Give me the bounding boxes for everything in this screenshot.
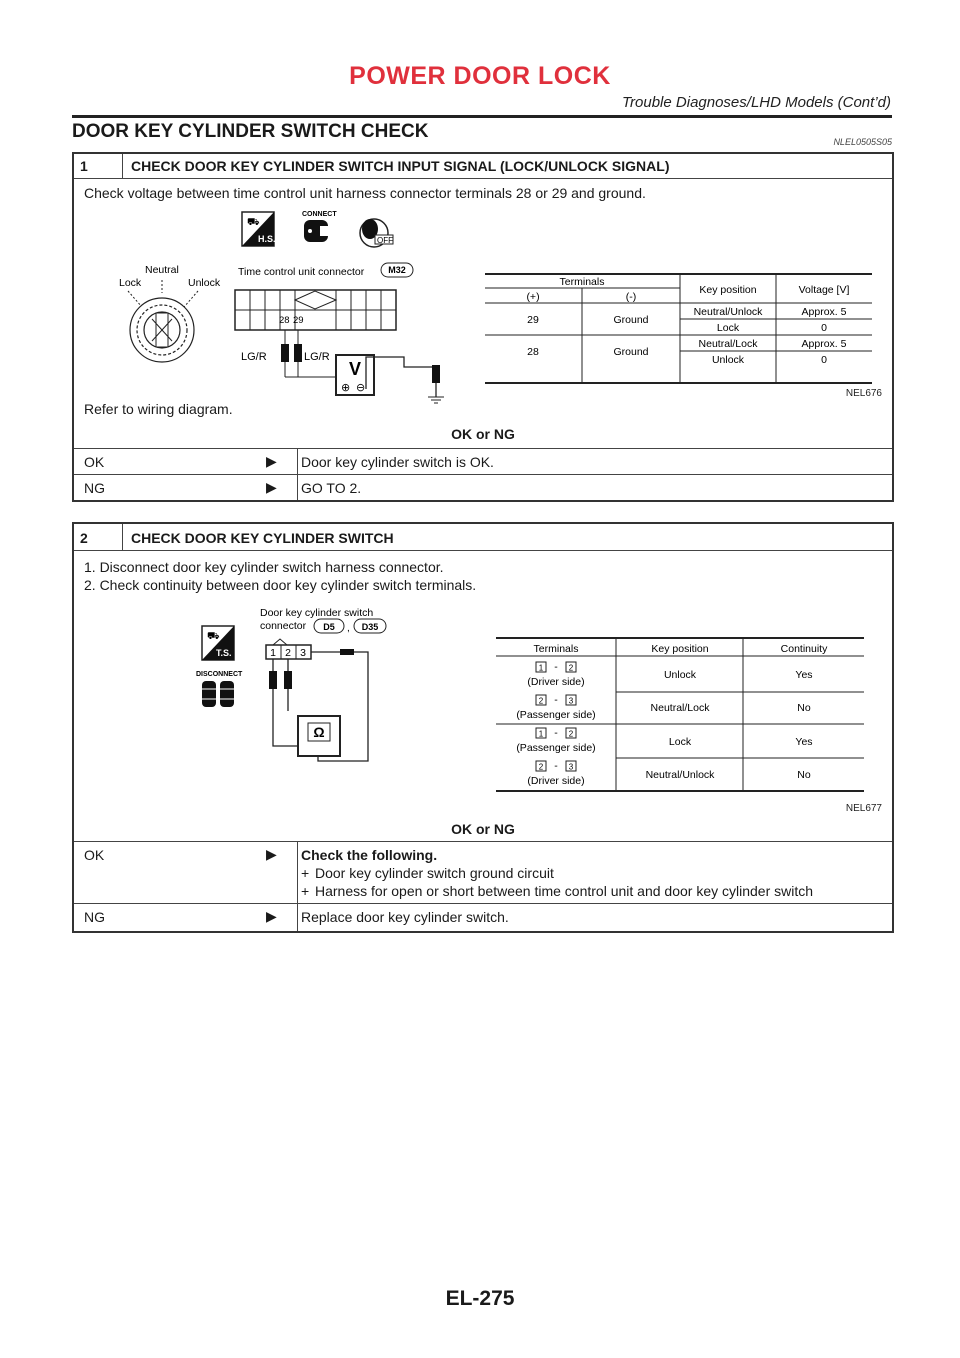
ts-icon xyxy=(202,626,234,660)
voltage-cell: Approx. 5 xyxy=(801,306,847,318)
check-item: + Harness for open or short between time control unit and door key cylinder switch xyxy=(301,883,814,899)
step-1-title: CHECK DOOR KEY CYLINDER SWITCH INPUT SIGNAL (LOCK/UNLOCK SIGNAL) xyxy=(131,158,670,174)
pin-2: 2 xyxy=(285,647,291,659)
cont-th-terminals: Terminals xyxy=(533,643,579,655)
step-1-number: 1 xyxy=(80,158,88,174)
page-number: EL-275 xyxy=(445,1287,515,1310)
cont-cell: Unlock xyxy=(663,669,697,681)
connector-d35: D35 xyxy=(361,622,379,632)
header-rule xyxy=(72,115,892,118)
hs-icon xyxy=(242,212,276,246)
svg-text:⛟: ⛟ xyxy=(247,217,260,228)
key-cylinder-diagram xyxy=(119,264,221,362)
voltage-table xyxy=(485,274,872,383)
step-1-instruction: Check voltage between time control unit harness connector terminals 28 or 29 and ground. xyxy=(84,185,646,201)
step-1-figure xyxy=(74,207,890,407)
refer-wiring: Refer to wiring diagram. xyxy=(84,401,233,417)
svg-text:1: 1 xyxy=(538,729,544,739)
result-action: GO TO 2. xyxy=(301,480,362,496)
section-title: DOOR KEY CYLINDER SWITCH CHECK xyxy=(72,121,429,142)
time-control-unit-connector xyxy=(235,263,413,377)
continuity-table xyxy=(496,638,864,791)
voltage-cell: 28 xyxy=(527,346,539,358)
connector-id: M32 xyxy=(388,265,406,275)
terminal-pair xyxy=(527,760,584,787)
step-1-body xyxy=(74,178,892,442)
svg-text:(Driver side): (Driver side) xyxy=(527,775,585,787)
check-item: + Door key cylinder switch ground circuit xyxy=(301,865,554,881)
svg-text:2: 2 xyxy=(538,762,544,772)
arrow-icon: ▶ xyxy=(266,908,277,924)
ts-label: T.S. xyxy=(216,648,232,658)
voltage-th-key: Key position xyxy=(699,284,757,296)
disconnect-label: DISCONNECT xyxy=(196,671,243,678)
wire-right-label: LG/R xyxy=(304,351,330,363)
step-1-result-ng xyxy=(74,474,892,500)
connector-line-1: Door key cylinder switch xyxy=(260,607,374,619)
arrow-icon: ▶ xyxy=(266,453,277,469)
step-2-number: 2 xyxy=(80,530,88,546)
hs-label: H.S. xyxy=(258,234,276,244)
cont-cell: No xyxy=(797,769,811,781)
voltage-th-terminals: Terminals xyxy=(559,276,605,288)
pin-3: 3 xyxy=(300,647,306,659)
voltage-cell: Ground xyxy=(613,346,649,358)
svg-text:3: 3 xyxy=(568,762,574,772)
neutral-label: Neutral xyxy=(145,264,179,276)
unlock-label: Unlock xyxy=(188,277,221,289)
ignition-key-icon xyxy=(360,219,393,247)
step-1-result-ok xyxy=(74,448,892,474)
voltage-cell: 0 xyxy=(821,354,827,366)
page-title: POWER DOOR LOCK xyxy=(349,62,611,90)
result-label: NG xyxy=(84,480,105,496)
step-2-instruction-2: 2. Check continuity between door key cylinder switch terminals. xyxy=(84,577,477,593)
terminal-pair xyxy=(516,727,595,754)
wire-left-label: LG/R xyxy=(241,351,267,363)
svg-text:2: 2 xyxy=(568,729,574,739)
step-2-block xyxy=(72,522,894,933)
voltmeter xyxy=(336,355,444,403)
result-label: NG xyxy=(84,909,105,925)
svg-text:-: - xyxy=(554,760,558,772)
voltage-cell: Lock xyxy=(716,322,740,334)
lock-label: Lock xyxy=(119,277,142,289)
step-2-instruction-1: 1. Disconnect door key cylinder switch harness connector. xyxy=(84,559,444,575)
cont-th-key: Key position xyxy=(651,643,709,655)
svg-text:(Passenger side): (Passenger side) xyxy=(516,709,596,721)
result-action: Replace door key cylinder switch. xyxy=(301,909,509,925)
cont-cell: Yes xyxy=(795,669,813,681)
connect-label: CONNECT xyxy=(302,211,337,218)
voltmeter-label: V xyxy=(348,359,362,379)
voltage-cell: 29 xyxy=(527,314,539,326)
result-action: Door key cylinder switch is OK. xyxy=(301,454,494,470)
result-label: OK xyxy=(84,847,105,863)
cont-cell: Yes xyxy=(795,736,813,748)
voltage-cell: Neutral/Unlock xyxy=(693,306,763,318)
disconnect-icon xyxy=(196,671,243,707)
off-label: OFF xyxy=(377,236,393,245)
voltage-cell: Neutral/Lock xyxy=(698,338,758,350)
result-action xyxy=(301,847,813,901)
ohm-label: Ω xyxy=(313,724,325,740)
svg-text:2: 2 xyxy=(568,663,574,673)
ok-or-ng-2: OK or NG xyxy=(451,821,515,837)
arrow-icon: ▶ xyxy=(266,479,277,495)
cont-cell: Neutral/Lock xyxy=(650,702,710,714)
plus-terminal: ⊕ xyxy=(341,382,351,394)
page-subtitle: Trouble Diagnoses/LHD Models (Cont’d) xyxy=(621,94,891,111)
step-1-block xyxy=(72,152,894,502)
ohmmeter xyxy=(298,716,340,756)
svg-text:(Passenger side): (Passenger side) xyxy=(516,742,596,754)
voltage-cell: Ground xyxy=(613,314,649,326)
pin-1: 1 xyxy=(270,647,276,659)
check-heading: Check the following. xyxy=(301,847,438,863)
svg-text:-: - xyxy=(554,661,558,673)
voltage-th-plus: (+) xyxy=(526,291,540,303)
step-2-result-ok xyxy=(74,841,892,903)
voltage-th-voltage: Voltage [V] xyxy=(798,284,850,296)
svg-text:-: - xyxy=(554,727,558,739)
step-2-title: CHECK DOOR KEY CYLINDER SWITCH xyxy=(131,530,394,546)
step-2-body xyxy=(74,550,892,817)
pin-28: 28 xyxy=(279,315,290,326)
connect-icon xyxy=(302,211,337,242)
step-2-figure xyxy=(74,601,890,801)
figure-code-1: NEL676 xyxy=(845,388,882,399)
connector-title: Time control unit connector xyxy=(238,266,365,278)
result-label: OK xyxy=(84,454,105,470)
cont-th-continuity: Continuity xyxy=(780,643,828,655)
cont-cell: Neutral/Unlock xyxy=(645,769,715,781)
connector-comma: , xyxy=(347,623,350,634)
ok-or-ng-1: OK or NG xyxy=(451,426,515,442)
connector-line-2: connector xyxy=(260,620,307,632)
cont-cell: No xyxy=(797,702,811,714)
step-2-result-ng xyxy=(74,903,892,931)
cont-cell: Lock xyxy=(668,736,692,748)
voltage-th-minus: (-) xyxy=(625,291,637,303)
minus-terminal: ⊖ xyxy=(356,382,366,394)
arrow-icon: ▶ xyxy=(266,846,277,862)
svg-text:(Driver side): (Driver side) xyxy=(527,676,585,688)
svg-text:⛟: ⛟ xyxy=(207,631,220,642)
svg-text:2: 2 xyxy=(538,696,544,706)
voltage-cell: 0 xyxy=(821,322,827,334)
svg-text:1: 1 xyxy=(538,663,544,673)
voltage-cell: Unlock xyxy=(711,354,745,366)
figure-code-2: NEL677 xyxy=(845,803,882,814)
svg-text:-: - xyxy=(554,694,558,706)
connector-d5: D5 xyxy=(323,622,335,632)
step-1-header xyxy=(74,154,892,178)
terminal-pair xyxy=(516,694,595,721)
svg-text:3: 3 xyxy=(568,696,574,706)
section-code: NLEL0505S05 xyxy=(833,137,892,147)
voltage-cell: Approx. 5 xyxy=(801,338,847,350)
pin-29: 29 xyxy=(293,315,304,326)
terminal-pair xyxy=(527,661,584,688)
step-2-header xyxy=(74,524,892,550)
